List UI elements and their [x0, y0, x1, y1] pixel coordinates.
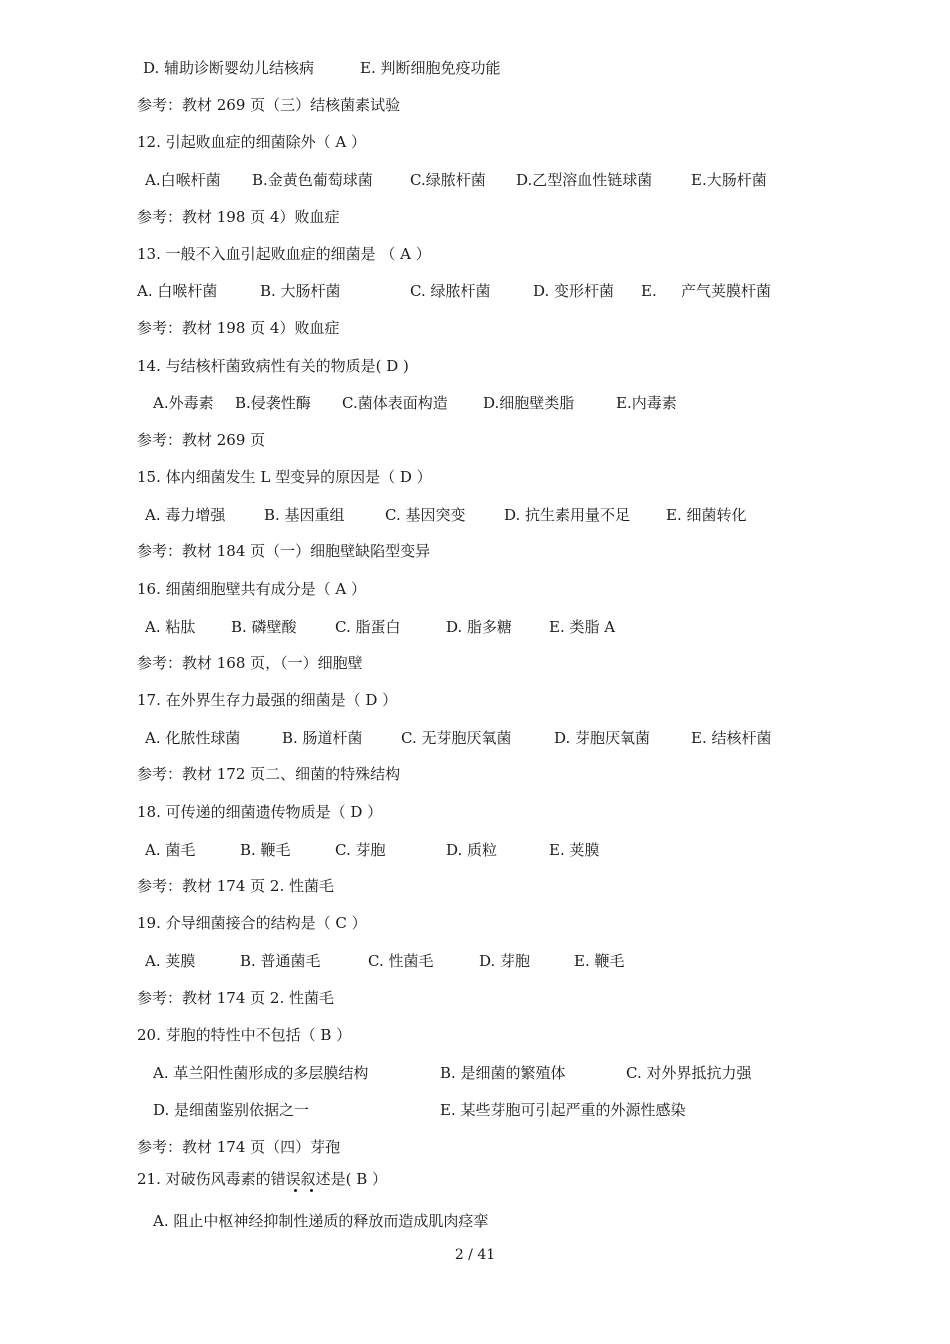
question-21: 21. 对破伤风毒素的错误叙述是( B ） [137, 1170, 388, 1188]
question-13: 13. 一般不入血引起败血症的细菌是 （ A ） [137, 245, 431, 263]
q20-option-c: C. 对外界抵抗力强 [626, 1064, 752, 1082]
question-15: 15. 体内细菌发生 L 型变异的原因是（ D ） [137, 468, 432, 486]
q20-option-d: D. 是细菌鉴别依据之一 [153, 1101, 310, 1119]
reference-line: 参考：教材 269 页（三）结核菌素试验 [137, 96, 401, 114]
q18-option-d: D. 质粒 [446, 841, 498, 859]
q13-option-c: C. 绿脓杆菌 [410, 282, 491, 300]
option-d: D. 辅助诊断婴幼儿结核病 [143, 59, 315, 77]
question-14: 14. 与结核杆菌致病性有关的物质是( D ) [137, 357, 409, 375]
q12-option-d: D.乙型溶血性链球菌 [516, 171, 653, 189]
q20-option-a: A. 革兰阳性菌形成的多层膜结构 [153, 1064, 369, 1082]
q19-option-a: A. 荚膜 [145, 952, 196, 970]
q21-option-a: A. 阻止中枢神经抑制性递质的释放而造成肌肉痉挛 [153, 1212, 489, 1230]
q15-option-a: A. 毒力增强 [145, 506, 226, 524]
q17-option-d: D. 芽胞厌氧菌 [554, 729, 651, 747]
q15-option-c: C. 基因突变 [385, 506, 466, 524]
q20-reference: 参考：教材 174 页（四）芽孢 [137, 1138, 341, 1156]
q17-option-c: C. 无芽胞厌氧菌 [401, 729, 512, 747]
q18-option-e: E. 荚膜 [549, 841, 600, 859]
question-16: 16. 细菌细胞壁共有成分是（ A ） [137, 580, 366, 598]
q13-option-b: B. 大肠杆菌 [260, 282, 341, 300]
q19-option-d: D. 芽胞 [479, 952, 531, 970]
q15-option-e: E. 细菌转化 [666, 506, 747, 524]
q16-option-c: C. 脂蛋白 [335, 618, 401, 636]
q20-option-e: E. 某些芽胞可引起严重的外源性感染 [440, 1101, 686, 1119]
q13-option-e-label: E. [641, 282, 657, 300]
q14-option-e: E.内毒素 [616, 394, 677, 412]
q12-option-e: E.大肠杆菌 [691, 171, 767, 189]
q19-option-c: C. 性菌毛 [368, 952, 434, 970]
q19-option-e: E. 鞭毛 [574, 952, 625, 970]
emphasis-dot [310, 1189, 313, 1192]
q19-option-b: B. 普通菌毛 [240, 952, 321, 970]
q13-reference: 参考：教材 198 页 4）败血症 [137, 319, 340, 337]
q14-option-b: B.侵袭性酶 [235, 394, 311, 412]
q13-option-e: 产气荚膜杆菌 [681, 282, 772, 300]
page-number: 2 / 41 [454, 1247, 496, 1263]
q16-option-b: B. 磷壁酸 [231, 618, 297, 636]
q13-option-a: A. 白喉杆菌 [137, 282, 218, 300]
q16-option-d: D. 脂多糖 [446, 618, 513, 636]
q14-reference: 参考：教材 269 页 [137, 431, 266, 449]
q16-reference: 参考：教材 168 页，（一）细胞壁 [137, 654, 363, 672]
q17-option-a: A. 化脓性球菌 [145, 729, 241, 747]
q17-option-e: E. 结核杆菌 [691, 729, 772, 747]
q13-option-d: D. 变形杆菌 [533, 282, 615, 300]
q18-option-b: B. 鞭毛 [240, 841, 291, 859]
q12-option-c: C.绿脓杆菌 [410, 171, 486, 189]
q17-option-b: B. 肠道杆菌 [282, 729, 363, 747]
question-17: 17. 在外界生存力最强的细菌是（ D ） [137, 691, 398, 709]
question-19: 19. 介导细菌接合的结构是（ C ） [137, 914, 367, 932]
q18-reference: 参考：教材 174 页 2. 性菌毛 [137, 877, 335, 895]
q16-option-e: E. 类脂 A [549, 618, 616, 636]
question-20: 20. 芽胞的特性中不包括（ B ） [137, 1026, 352, 1044]
q19-reference: 参考：教材 174 页 2. 性菌毛 [137, 989, 335, 1007]
q18-option-c: C. 芽胞 [335, 841, 386, 859]
q15-reference: 参考：教材 184 页（一）细胞壁缺陷型变异 [137, 542, 431, 560]
q12-option-b: B.金黄色葡萄球菌 [252, 171, 373, 189]
q12-reference: 参考：教材 198 页 4）败血症 [137, 208, 340, 226]
q14-option-c: C.菌体表面构造 [342, 394, 448, 412]
q20-option-b: B. 是细菌的繁殖体 [440, 1064, 566, 1082]
question-18: 18. 可传递的细菌遗传物质是（ D ） [137, 803, 383, 821]
q18-option-a: A. 菌毛 [145, 841, 196, 859]
q15-option-d: D. 抗生素用量不足 [504, 506, 631, 524]
q15-option-b: B. 基因重组 [264, 506, 345, 524]
q14-option-a: A.外毒素 [153, 394, 214, 412]
option-e: E. 判断细胞免疫功能 [360, 59, 501, 77]
emphasis-dot [294, 1189, 297, 1192]
q17-reference: 参考：教材 172 页二、细菌的特殊结构 [137, 765, 401, 783]
q14-option-d: D.细胞壁类脂 [483, 394, 575, 412]
question-12: 12. 引起败血症的细菌除外（ A ） [137, 133, 366, 151]
q12-option-a: A.白喉杆菌 [145, 171, 221, 189]
q16-option-a: A. 粘肽 [145, 618, 196, 636]
